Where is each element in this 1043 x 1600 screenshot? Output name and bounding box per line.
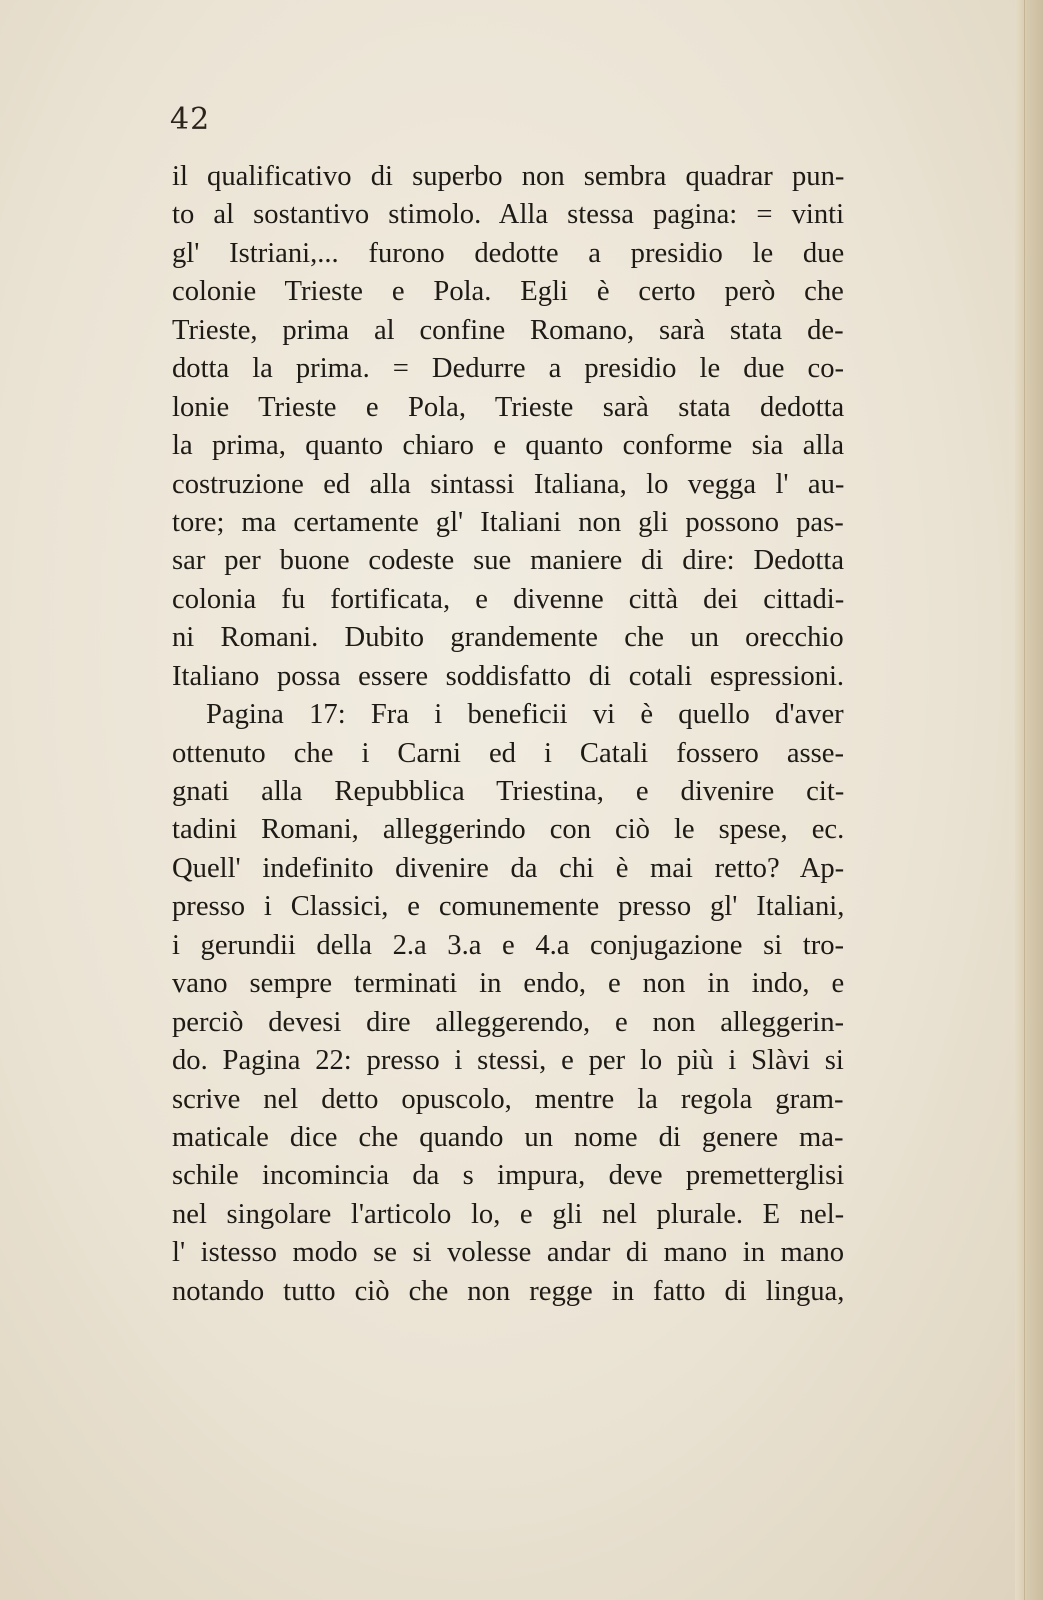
text-line: notando tutto ciò che non regge in fatto di lingua, [172, 1275, 845, 1307]
text-line: nel singolare l'articolo lo, e gli nel plurale. E nel- [172, 1198, 845, 1230]
text-line: sar per buone codeste sue maniere di dire: Dedotta [172, 545, 845, 577]
text-line: to al sostantivo stimolo. Alla stessa pagina: = vinti [172, 199, 845, 231]
page-edge [1015, 0, 1043, 1600]
page-edge-line [1024, 0, 1025, 1600]
text-line: colonie Trieste e Pola. Egli è certo però che [172, 276, 844, 308]
text-line: il qualificativo di superbo non sembra quadrar pun- [172, 161, 845, 192]
text-line: tadini Romani, alleggerindo con ciò le spese, ec. [172, 814, 845, 846]
text-line: do. Pagina 22: presso i stessi, e per lo più i Slàvi si [172, 1045, 844, 1077]
text-line: gnati alla Repubblica Triestina, e divenire cit- [172, 776, 845, 807]
page-number: 42 [170, 102, 211, 137]
text-line: i gerundii della 2.a 3.a e 4.a conjugazione si tro- [172, 929, 845, 961]
text-line: colonia fu fortificata, e divenne città dei cittadi- [172, 583, 845, 615]
text-line: Italiano possa essere soddisfatto di cotali espressioni. [172, 660, 845, 692]
text-line: lonie Trieste e Pola, Trieste sarà stata dedotta [172, 391, 845, 423]
text-line: Quell' indefinito divenire da chi è mai retto? Ap- [172, 852, 845, 884]
text-line: perciò devesi dire alleggerendo, e non alleggerin- [172, 1006, 845, 1038]
text-line: dotta la prima. = Dedurre a presidio le due co- [172, 353, 845, 385]
text-line: ni Romani. Dubito grandemente che un orecchio [172, 622, 844, 654]
text-line: schile incomincia da s impura, deve premetterglisi [172, 1160, 845, 1192]
text-line: gl' Istriani,... furono dedotte a presidio le due [172, 237, 845, 269]
text-line: presso i Classici, e comunemente presso gl' Italiani, [172, 891, 845, 923]
text-line: costruzione ed alla sintassi Italiana, lo vegga l' au- [172, 468, 845, 500]
text-line: Pagina 17: Fra i beneficii vi è quello d'aver [206, 699, 844, 731]
text-line: vano sempre terminati in endo, e non in indo, e [172, 968, 845, 1000]
body-text [172, 158, 844, 1311]
text-line: l' istesso modo se si volesse andar di mano in mano [172, 1237, 845, 1269]
text-line: la prima, quanto chiaro e quanto conforme sia alla [172, 430, 845, 462]
text-line: ottenuto che i Carni ed i Catali fossero asse- [172, 737, 845, 769]
text-line: scrive nel detto opuscolo, mentre la regola gram- [172, 1083, 844, 1115]
text-line: tore; ma certamente gl' Italiani non gli possono pas- [172, 506, 844, 538]
text-line: Trieste, prima al confine Romano, sarà stata de- [172, 314, 844, 346]
text-line: maticale dice che quando un nome di genere ma- [172, 1121, 844, 1153]
